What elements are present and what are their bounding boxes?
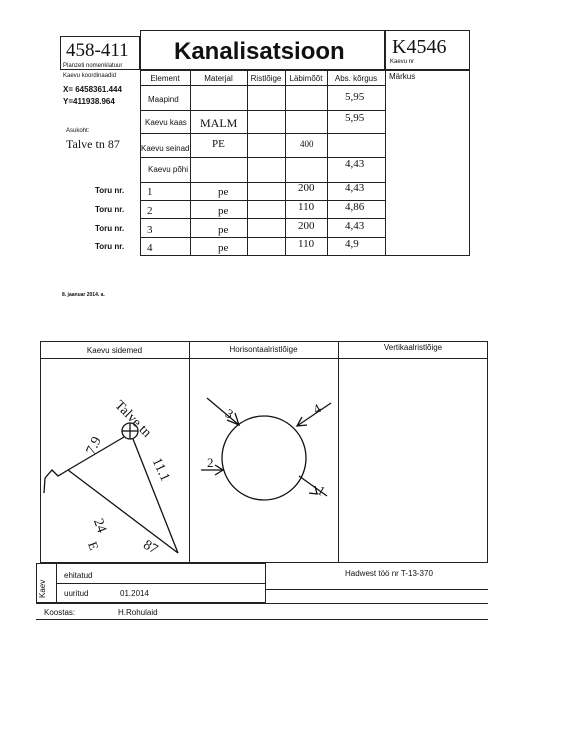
pipe-diameter: 110 <box>298 238 315 250</box>
pipe-label: Toru nr. <box>95 242 125 251</box>
house-letter-label: E <box>85 539 102 553</box>
pipe-label: Toru nr. <box>95 224 125 233</box>
pipe-material: pe <box>218 205 229 217</box>
distance-label: 11.1 <box>148 455 173 484</box>
pipe-mark: 2 <box>207 455 214 470</box>
location-value: Talve tn 87 <box>66 137 120 151</box>
col-header-material: Materjal <box>204 74 233 83</box>
pipe-nr: 1 <box>147 186 153 198</box>
pipe-diameter: 200 <box>298 220 315 232</box>
work-note: Hadwest töö nr T-13-370 <box>345 569 433 578</box>
pipe-label: Toru nr. <box>95 186 125 195</box>
col-header-note: Märkus <box>389 72 416 81</box>
side-label: Kaev <box>38 579 47 598</box>
well-number-label: Kaevu nr <box>390 59 415 65</box>
built-label: ehitatud <box>64 571 93 580</box>
row-element-label: Maapind <box>148 95 179 104</box>
pipe-label: Toru nr. <box>95 205 125 214</box>
house-number-label: 24 <box>90 516 109 535</box>
col-header-diameter: Läbimõõt <box>289 74 323 83</box>
pipe-mark: 4 <box>310 400 324 417</box>
sketch-header-horizontal: Horisontaalristlõige <box>229 345 298 354</box>
row-element-label: Kaevu seinad <box>141 144 189 153</box>
row-material: PE <box>212 138 225 150</box>
col-header-element: Element <box>150 74 180 83</box>
col-header-height: Abs. kõrgus <box>334 74 378 83</box>
row-height: 5,95 <box>345 112 365 124</box>
pipe-material: pe <box>218 224 229 236</box>
pipe-diameter: 110 <box>298 201 315 213</box>
distance-label: 7.9 <box>83 434 105 457</box>
row-height: 4,43 <box>345 158 365 170</box>
surveyed-label: uuritud <box>64 589 89 598</box>
pipe-nr: 3 <box>147 224 153 236</box>
author-value: H.Rohulaid <box>118 608 158 617</box>
pipe-height: 4,43 <box>345 220 365 232</box>
sketch-header-ties: Kaevu sidemed <box>86 346 143 355</box>
planzet-label: Planzeti nomenklatuur <box>63 63 123 69</box>
row-element-label: Kaevu kaas <box>145 118 187 127</box>
coord-y: Y=411938.964 <box>63 97 115 106</box>
row-diameter: 400 <box>300 139 314 149</box>
location-label: Asukoht: <box>66 128 90 134</box>
pipe-diameter: 200 <box>298 182 315 194</box>
pipe-height: 4,9 <box>345 238 359 250</box>
pipe-nr: 2 <box>147 205 153 217</box>
pipe-material: pe <box>218 186 229 198</box>
pipe-mark: 3 <box>222 405 237 422</box>
pipe-material: pe <box>218 242 229 254</box>
pipe-height: 4,86 <box>345 201 365 213</box>
pipe-height: 4,43 <box>345 182 365 194</box>
planzet-number: 458-411 <box>66 40 129 61</box>
date-stamp: 8. jaanuar 2014. a. <box>62 292 105 298</box>
well-number: K4546 <box>392 36 447 58</box>
page-title: Kanalisatsioon <box>174 38 345 65</box>
pipe-mark: 1 <box>314 482 329 499</box>
row-height: 5,95 <box>345 91 365 103</box>
ties-sketch <box>40 358 189 563</box>
author-label: Koostas: <box>44 608 76 617</box>
coords-label: Kaevu koordinaadid <box>63 73 117 79</box>
sketch-header-vertical: Vertikaalristlõige <box>383 343 443 352</box>
distance-label: 87 <box>140 537 161 558</box>
row-material: MALM <box>200 116 238 130</box>
surveyed-value: 01.2014 <box>120 589 149 598</box>
coord-x: X= 6458361.444 <box>63 85 122 94</box>
row-element-label: Kaevu põhi <box>148 165 189 174</box>
col-header-cross: Ristlõige <box>250 74 282 83</box>
pipe-nr: 4 <box>147 242 153 254</box>
street-label: Talve tn <box>111 398 155 441</box>
